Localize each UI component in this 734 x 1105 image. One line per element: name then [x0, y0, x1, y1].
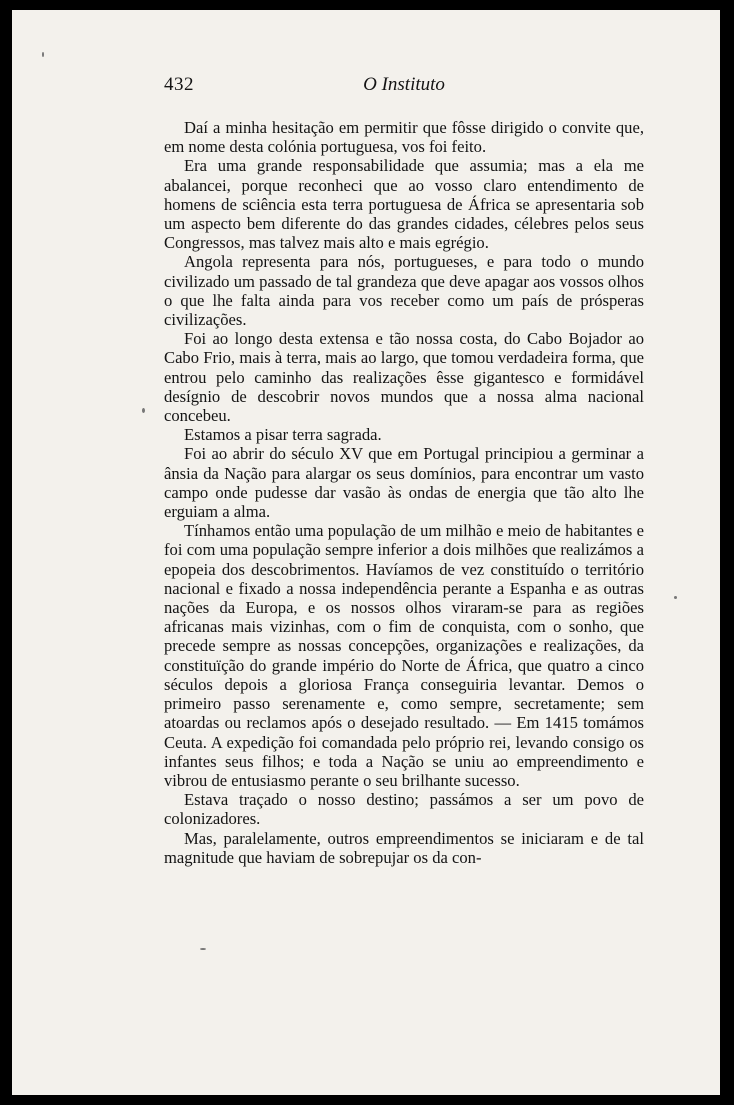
paragraph: Estava traçado o nosso destino; passámos a ser um povo de colonizadores.	[164, 790, 644, 829]
paragraph: Mas, paralelamente, outros empreendimentos se iniciaram e de tal magnitude que haviam de sobrepujar os da con-	[164, 828, 644, 867]
body-text	[164, 118, 644, 867]
scan-speck	[200, 948, 206, 950]
scanned-page	[12, 10, 720, 1095]
scan-speck	[42, 52, 44, 57]
paragraph: Tínhamos então uma população de um milhão e meio de habitantes e foi com uma população sempre inferior a dois milhões que realizámos a epopeia dos descobrimentos. Havíamos de vez constituído o território nacional e fixado a nossa independência perante a Espanha e as outras nações da Europa, e os nossos olhos viraram-se para as regiões africanas mais vizinhas, com o fim de conquista, com o sonho, que precede sempre as nossas concepções, organizações e realizações, da constituïção do grande império do Norte de África, que quatro a cinco séculos depois a gloriosa França conseguiria levantar. Demos o primeiro passo serenamente e, como sempre, secretamente; sem atoardas ou reclamos após o desejado resultado. — Em 1415 tomámos Ceuta. A expedição foi comandada pelo próprio rei, levando consigo os infantes seus filhos; e toda a Nação se uniu ao empreendimento e vibrou de entusiasmo perante o seu brilhante sucesso.	[164, 521, 644, 790]
running-title: O Instituto	[363, 74, 445, 95]
paragraph: Era uma grande responsabilidade que assumia; mas a ela me abalancei, porque reconheci que ao vosso claro entendimento de homens de sciência esta terra portuguesa de África se apresentaria sob um aspecto bem diferente do das grandes cidades, célebres pelos seus Congressos, mas talvez mais alto e mais egrégio.	[164, 156, 644, 253]
paragraph: Angola representa para nós, portugueses, e para todo o mundo civilizado um passado de tal grandeza que deve apagar aos vossos olhos o que lhe falta ainda para vos receber como um país de prósperas civilizações.	[164, 252, 644, 330]
paragraph: Estamos a pisar terra sagrada.	[184, 425, 382, 445]
page-header	[164, 74, 644, 100]
page-number: 432	[164, 74, 194, 95]
paragraph: Foi ao abrir do século XV que em Portugal principiou a germinar a ânsia da Nação para alargar os seus domínios, para encontrar um vasto campo onde pudesse dar vasão às ondas de energia que tão alto lhe erguiam a alma.	[164, 444, 644, 522]
scan-speck	[674, 596, 677, 599]
paragraph: Foi ao longo desta extensa e tão nossa costa, do Cabo Bojador ao Cabo Frio, mais à terra, mais ao largo, que tomou verdadeira forma, que entrou pelo caminho das realizações êsse gigantesco e formidável desígnio de descobrir novos mundos que a nossa alma nacional concebeu.	[164, 329, 644, 426]
scan-speck	[142, 408, 145, 413]
paragraph: Daí a minha hesitação em permitir que fôsse dirigido o convite que, em nome desta colónia portuguesa, vos foi feito.	[164, 118, 644, 157]
